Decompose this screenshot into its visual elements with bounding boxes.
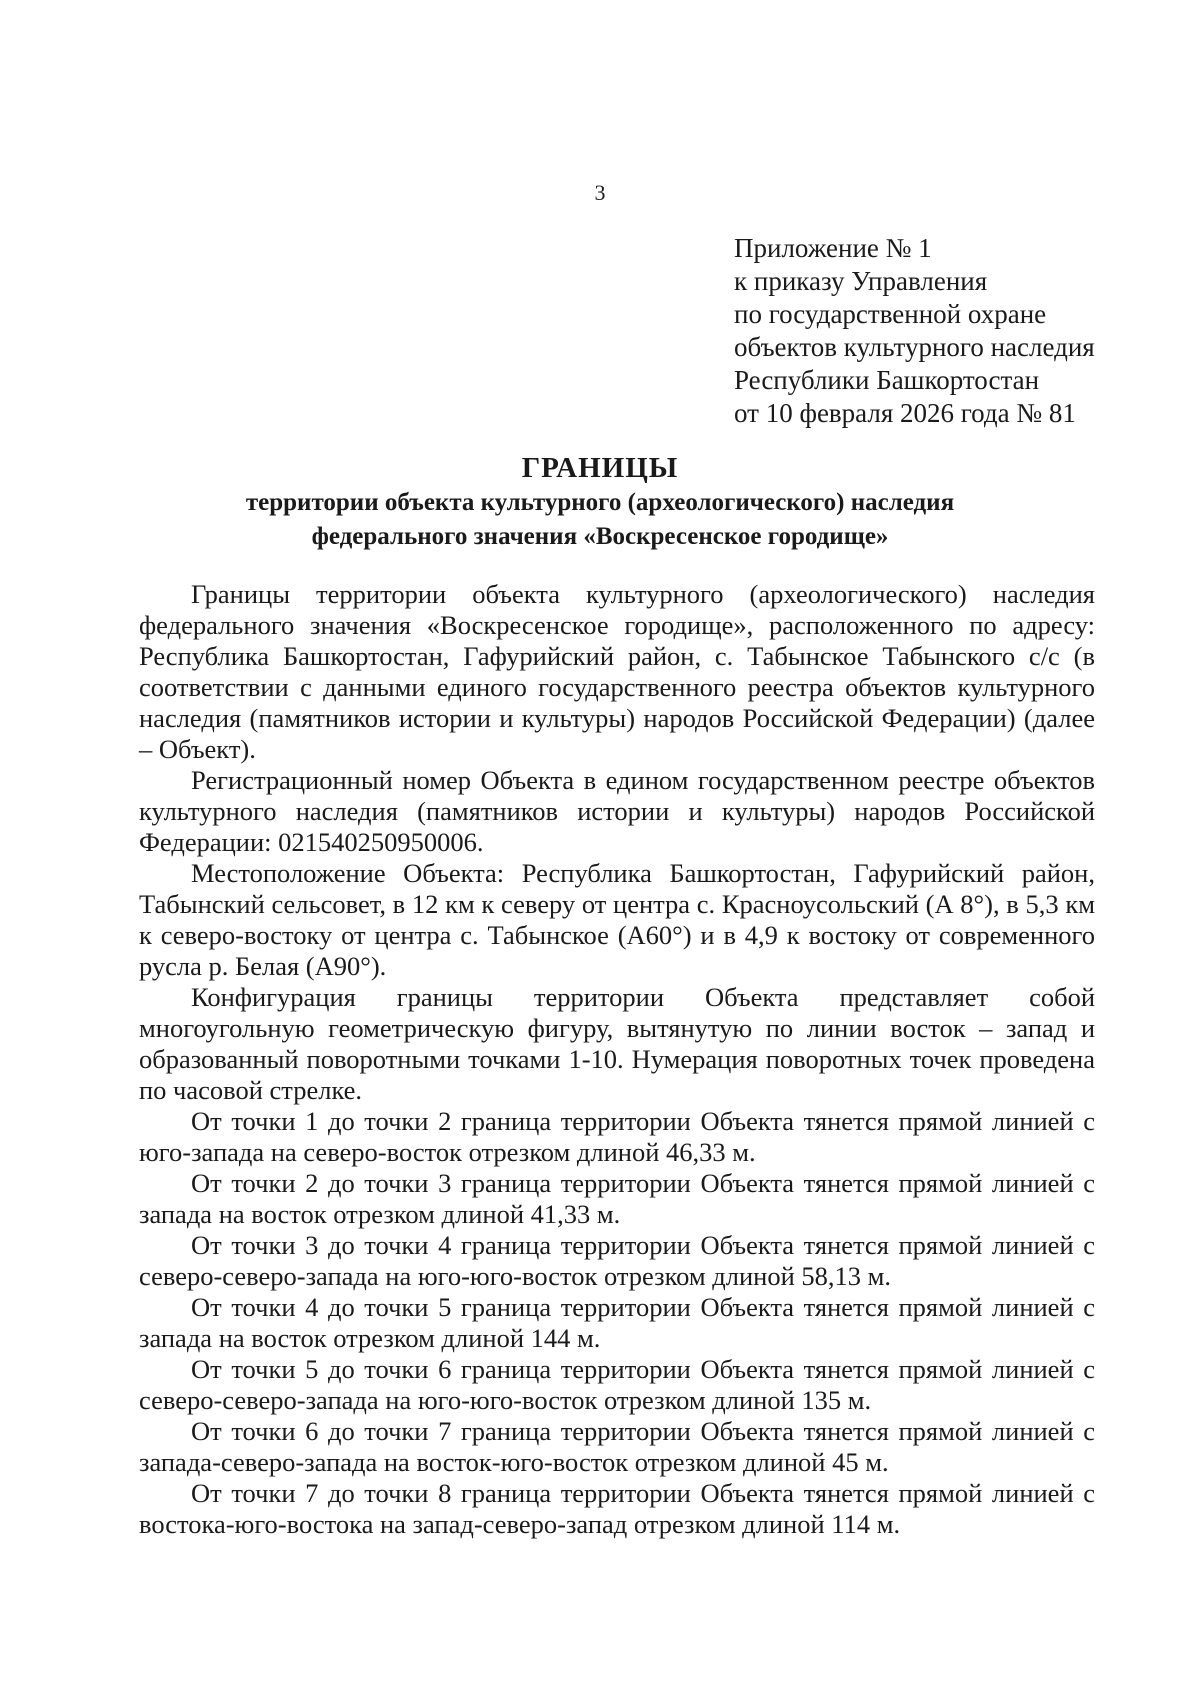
paragraph: Границы территории объекта культурного (археологического) наследия федерального значения «Воскресенское городище», расположенного по адресу: Республика Башкортостан, Гафурийский район, с. Табынское Табынского с/с (в соответствии с данными единого государственного реестра объектов культурного наследия (памятников истории и культуры) народов Российской Федерации) (далее – Объект).	[139, 579, 1095, 764]
appendix-line: объектов культурного наследия	[734, 332, 1095, 362]
page-number: 3	[594, 180, 606, 205]
paragraph: От точки 1 до точки 2 граница территории Объекта тянется прямой линией с юго-запада на северо-восток отрезком длиной 46,33 м.	[139, 1106, 1095, 1167]
paragraph: От точки 4 до точки 5 граница территории Объекта тянется прямой линией с запада на восток отрезком длиной 144 м.	[139, 1292, 1095, 1353]
appendix-header	[734, 232, 1174, 430]
appendix-line: Республики Башкортостан	[734, 365, 1040, 395]
document-body	[139, 579, 1095, 1540]
paragraph: От точки 2 до точки 3 граница территории Объекта тянется прямой линией с запада на восток отрезком длиной 41,33 м.	[139, 1168, 1095, 1229]
paragraph: От точки 6 до точки 7 граница территории Объекта тянется прямой линией с запада-северо-запада на восток-юго-восток отрезком длиной 45 м.	[139, 1416, 1095, 1477]
appendix-line: от 10 февраля 2026 года № 81	[734, 398, 1076, 428]
appendix-line: к приказу Управления	[734, 266, 988, 296]
appendix-line: по государственной охране	[734, 299, 1047, 329]
title-subtitle: территории объекта культурного (археологического) наследия	[245, 489, 955, 516]
title-subtitle: федерального значения «Воскресенское городище»	[311, 523, 889, 550]
paragraph: Конфигурация границы территории Объекта представляет собой многоугольную геометрическую фигуру, вытянутую по линии восток – запад и образованный поворотными точками 1-10. Нумерация поворотных точек проведена по часовой стрелке.	[139, 982, 1095, 1105]
document-title	[100, 450, 1100, 554]
appendix-line: Приложение № 1	[734, 233, 932, 263]
paragraph: От точки 7 до точки 8 граница территории Объекта тянется прямой линией с востока-юго-востока на запад-северо-запад отрезком длиной 114 м.	[139, 1478, 1095, 1539]
paragraph: Регистрационный номер Объекта в едином государственном реестре объектов культурного наследия (памятников истории и культуры) народов Российской Федерации: 021540250950006.	[139, 765, 1095, 857]
title-main: ГРАНИЦЫ	[521, 452, 679, 484]
paragraph: Местоположение Объекта: Республика Башкортостан, Гафурийский район, Табынский сельсовет, в 12 км к северу от центра с. Красноусольский (А 8°), в 5,3 км к северо-востоку от центра с. Табынское (А60°) и в 4,9 к востоку от современного русла р. Белая (А90°).	[139, 858, 1095, 981]
paragraph: От точки 5 до точки 6 граница территории Объекта тянется прямой линией с северо-северо-запада на юго-юго-восток отрезком длиной 135 м.	[139, 1354, 1095, 1415]
paragraph: От точки 3 до точки 4 граница территории Объекта тянется прямой линией с северо-северо-запада на юго-юго-восток отрезком длиной 58,13 м.	[139, 1230, 1095, 1291]
